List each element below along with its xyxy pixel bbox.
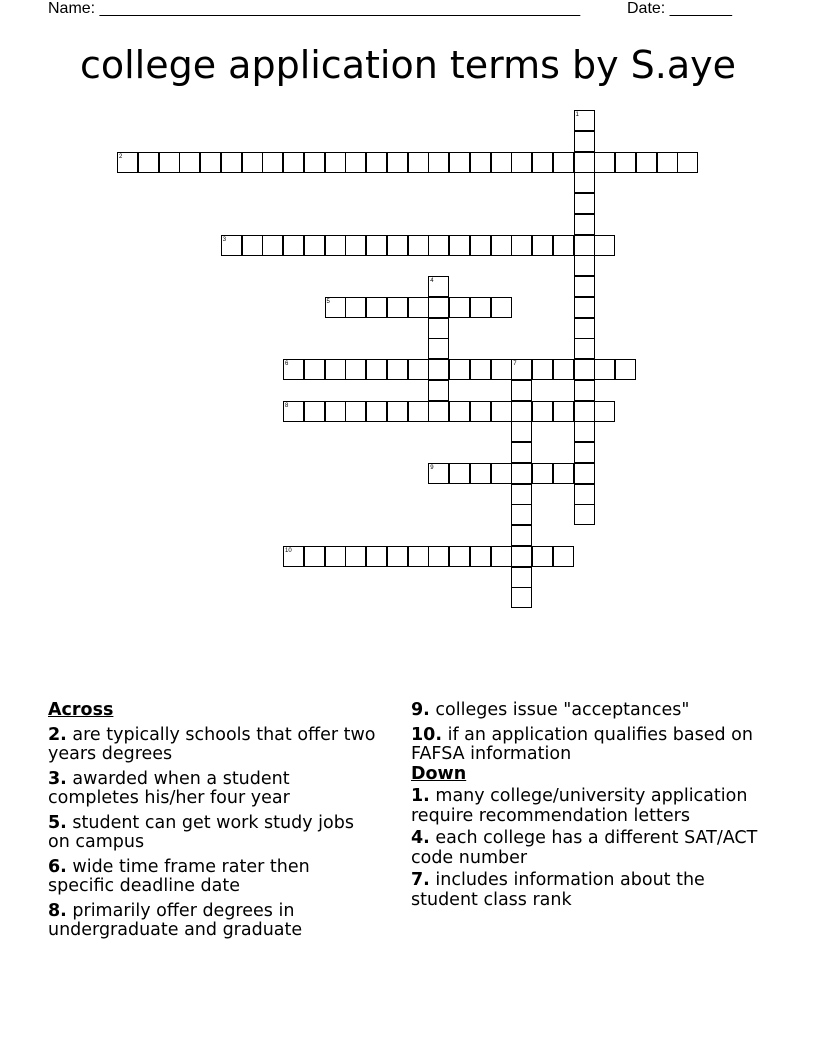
clue-across-5 — [48, 814, 378, 853]
clue-number: 3. — [48, 768, 67, 789]
grid-cell[interactable] — [428, 359, 449, 380]
down-heading: Down — [411, 763, 467, 784]
grid-cell[interactable] — [325, 359, 346, 380]
clues-left-column — [48, 701, 378, 946]
clue-across-9 — [411, 701, 771, 721]
clue-number-label: 2 — [119, 153, 123, 160]
clue-number: 2. — [48, 724, 67, 745]
grid-cell[interactable] — [200, 152, 221, 173]
grid-cell[interactable] — [408, 152, 429, 173]
grid-cell[interactable] — [574, 463, 595, 484]
clue-number-label: 5 — [326, 298, 330, 305]
grid-cell[interactable] — [594, 401, 615, 422]
grid-cell[interactable] — [366, 359, 387, 380]
grid-cell[interactable] — [345, 235, 366, 256]
grid-cell[interactable] — [574, 504, 595, 525]
grid-cell[interactable] — [449, 463, 470, 484]
grid-cell[interactable] — [138, 152, 159, 173]
grid-cell[interactable] — [325, 546, 346, 567]
grid-cell[interactable] — [532, 546, 553, 567]
grid-cell[interactable] — [574, 338, 595, 359]
grid-cell[interactable] — [574, 318, 595, 339]
grid-cell[interactable] — [408, 297, 429, 318]
grid-cell[interactable] — [345, 359, 366, 380]
grid-cell[interactable] — [574, 255, 595, 276]
grid-cell[interactable] — [553, 152, 574, 173]
grid-cell[interactable] — [428, 380, 449, 401]
grid-cell[interactable] — [428, 401, 449, 422]
grid-cell[interactable] — [491, 359, 512, 380]
clue-text: student can get work study jobs on campus — [48, 812, 354, 852]
grid-cell[interactable] — [511, 152, 532, 173]
grid-cell[interactable] — [574, 359, 595, 380]
clues-right-column — [411, 701, 771, 915]
grid-cell[interactable] — [304, 401, 325, 422]
grid-cell[interactable] — [574, 442, 595, 463]
grid-cell[interactable] — [366, 235, 387, 256]
grid-cell[interactable] — [491, 463, 512, 484]
clue-number-label: 8 — [285, 402, 289, 409]
grid-cell[interactable] — [615, 152, 636, 173]
grid-cell[interactable] — [470, 297, 491, 318]
grid-cell[interactable] — [428, 338, 449, 359]
grid-cell[interactable] — [345, 401, 366, 422]
grid-cell[interactable] — [574, 484, 595, 505]
clue-across-10 — [411, 726, 771, 765]
clue-number-label: 1 — [575, 112, 579, 118]
grid-cell[interactable] — [511, 401, 532, 422]
grid-cell[interactable] — [594, 152, 615, 173]
grid-cell[interactable] — [387, 546, 408, 567]
grid-cell[interactable] — [532, 235, 553, 256]
across-heading: Across — [48, 700, 114, 720]
name-field[interactable]: Name: ______________________________________________________ — [48, 0, 581, 17]
clue-across-3 — [48, 770, 378, 809]
grid-cell[interactable] — [449, 359, 470, 380]
grid-cell[interactable] — [325, 152, 346, 173]
clue-text: awarded when a student completes his/her four year — [48, 768, 290, 808]
grid-cell[interactable] — [574, 380, 595, 401]
grid-cell[interactable] — [345, 546, 366, 567]
grid-cell[interactable] — [574, 152, 595, 173]
clue-number-label: 9 — [430, 464, 434, 471]
grid-cell[interactable] — [304, 546, 325, 567]
grid-cell[interactable] — [511, 546, 532, 567]
grid-cell[interactable] — [366, 297, 387, 318]
grid-cell[interactable] — [491, 235, 512, 256]
clue-text: wide time frame rater then specific deadline date — [48, 856, 310, 896]
grid-cell[interactable] — [262, 235, 283, 256]
grid-cell[interactable] — [574, 401, 595, 422]
grid-cell[interactable] — [491, 297, 512, 318]
grid-cell[interactable] — [345, 152, 366, 173]
grid-cell[interactable] — [511, 525, 532, 546]
clue-across-6 — [48, 858, 378, 897]
clue-number-label: 4 — [430, 278, 434, 284]
date-field[interactable]: Date: _______ — [627, 0, 732, 17]
grid-cell[interactable] — [408, 235, 429, 256]
clue-number: 6. — [48, 856, 67, 877]
grid-cell[interactable] — [470, 235, 491, 256]
grid-cell[interactable] — [283, 152, 304, 173]
grid-cell[interactable] — [574, 235, 595, 256]
clue-across-2 — [48, 726, 378, 765]
grid-cell[interactable] — [325, 401, 346, 422]
grid-cell[interactable] — [304, 359, 325, 380]
grid-cell[interactable] — [532, 152, 553, 173]
grid-cell[interactable] — [553, 359, 574, 380]
clue-across-8 — [48, 902, 378, 941]
clue-text: primarily offer degrees in undergraduate and graduate — [48, 900, 303, 940]
grid-cell[interactable] — [366, 401, 387, 422]
grid-cell[interactable] — [574, 131, 595, 152]
grid-cell[interactable] — [387, 297, 408, 318]
grid-cell[interactable] — [491, 546, 512, 567]
clue-text: includes information about the student class rank — [411, 870, 705, 910]
grid-cell[interactable] — [262, 152, 283, 173]
clue-number: 10. — [411, 724, 443, 745]
grid-cell[interactable] — [511, 463, 532, 484]
grid-cell[interactable] — [532, 359, 553, 380]
grid-cell[interactable] — [366, 152, 387, 173]
grid-cell[interactable] — [532, 463, 553, 484]
grid-cell[interactable] — [511, 442, 532, 463]
clue-number-label: 6 — [285, 361, 289, 367]
clue-number-label: 3 — [222, 236, 227, 243]
grid-cell[interactable] — [553, 463, 574, 484]
grid-cell[interactable] — [242, 152, 263, 173]
clue-text: are typically schools that offer two years degrees — [48, 724, 376, 764]
grid-cell[interactable] — [553, 546, 574, 567]
grid-cell[interactable] — [387, 235, 408, 256]
grid-cell[interactable] — [532, 401, 553, 422]
grid-cell[interactable] — [159, 152, 180, 173]
grid-cell[interactable] — [511, 235, 532, 256]
grid-cell[interactable] — [366, 546, 387, 567]
grid-cell[interactable] — [449, 235, 470, 256]
grid-cell[interactable] — [345, 297, 366, 318]
grid-cell[interactable] — [283, 235, 304, 256]
grid-cell[interactable] — [449, 546, 470, 567]
grid-cell[interactable] — [470, 463, 491, 484]
grid-cell[interactable] — [304, 152, 325, 173]
clue-text: if an application qualifies based on FAFSA information — [411, 724, 753, 764]
clue-number: 9. — [411, 700, 430, 720]
clue-number: 4. — [411, 828, 430, 848]
grid-cell[interactable] — [574, 421, 595, 442]
grid-cell[interactable] — [387, 401, 408, 422]
grid-cell[interactable] — [221, 152, 242, 173]
grid-cell[interactable] — [574, 276, 595, 297]
grid-cell[interactable] — [470, 152, 491, 173]
grid-cell[interactable] — [449, 401, 470, 422]
grid-cell[interactable] — [325, 235, 346, 256]
clue-number: 7. — [411, 870, 430, 890]
grid-cell[interactable] — [574, 193, 595, 214]
clue-text: colleges issue "acceptances" — [429, 700, 690, 720]
grid-cell[interactable] — [511, 484, 532, 505]
page-title: college application terms by S.aye — [79, 43, 737, 87]
clue-number-label: 10 — [285, 547, 292, 554]
grid-cell[interactable] — [553, 401, 574, 422]
grid-cell[interactable] — [553, 235, 574, 256]
grid-cell[interactable] — [179, 152, 200, 173]
grid-cell[interactable] — [511, 567, 532, 588]
grid-cell[interactable] — [428, 152, 449, 173]
grid-cell[interactable] — [470, 359, 491, 380]
grid-cell[interactable] — [387, 359, 408, 380]
grid-cell[interactable] — [408, 546, 429, 567]
grid-cell[interactable] — [511, 380, 532, 401]
grid-cell[interactable] — [594, 359, 615, 380]
grid-cell[interactable] — [387, 152, 408, 173]
grid-cell[interactable] — [491, 152, 512, 173]
grid-cell[interactable] — [594, 235, 615, 256]
clue-down-7 — [411, 871, 771, 910]
grid-cell[interactable] — [428, 546, 449, 567]
clue-number-label: 7 — [513, 361, 517, 367]
clue-down-4 — [411, 829, 771, 868]
grid-cell[interactable] — [428, 297, 449, 318]
grid-cell[interactable] — [636, 152, 657, 173]
grid-cell[interactable] — [428, 235, 449, 256]
clue-text: many college/university application require recommendation letters — [411, 786, 748, 826]
grid-cell[interactable] — [408, 401, 429, 422]
grid-cell[interactable] — [511, 504, 532, 525]
grid-cell[interactable] — [511, 587, 532, 608]
clue-down-1 — [411, 787, 771, 826]
grid-cell[interactable] — [574, 214, 595, 235]
grid-cell[interactable] — [677, 152, 698, 173]
clue-number: 1. — [411, 786, 430, 806]
grid-cell[interactable] — [428, 318, 449, 339]
grid-cell[interactable] — [511, 421, 532, 442]
grid-cell[interactable] — [304, 235, 325, 256]
grid-cell[interactable] — [449, 152, 470, 173]
clue-text: each college has a different SAT/ACT code number — [411, 828, 758, 868]
grid-cell[interactable] — [574, 172, 595, 193]
clue-number: 5. — [48, 812, 67, 833]
grid-cell[interactable] — [657, 152, 678, 173]
grid-cell[interactable] — [449, 297, 470, 318]
grid-cell[interactable] — [470, 546, 491, 567]
grid-cell[interactable] — [491, 401, 512, 422]
grid-cell[interactable] — [470, 401, 491, 422]
grid-cell[interactable] — [242, 235, 263, 256]
clue-number: 8. — [48, 900, 67, 921]
grid-cell[interactable] — [408, 359, 429, 380]
grid-cell[interactable] — [615, 359, 636, 380]
grid-cell[interactable] — [574, 297, 595, 318]
